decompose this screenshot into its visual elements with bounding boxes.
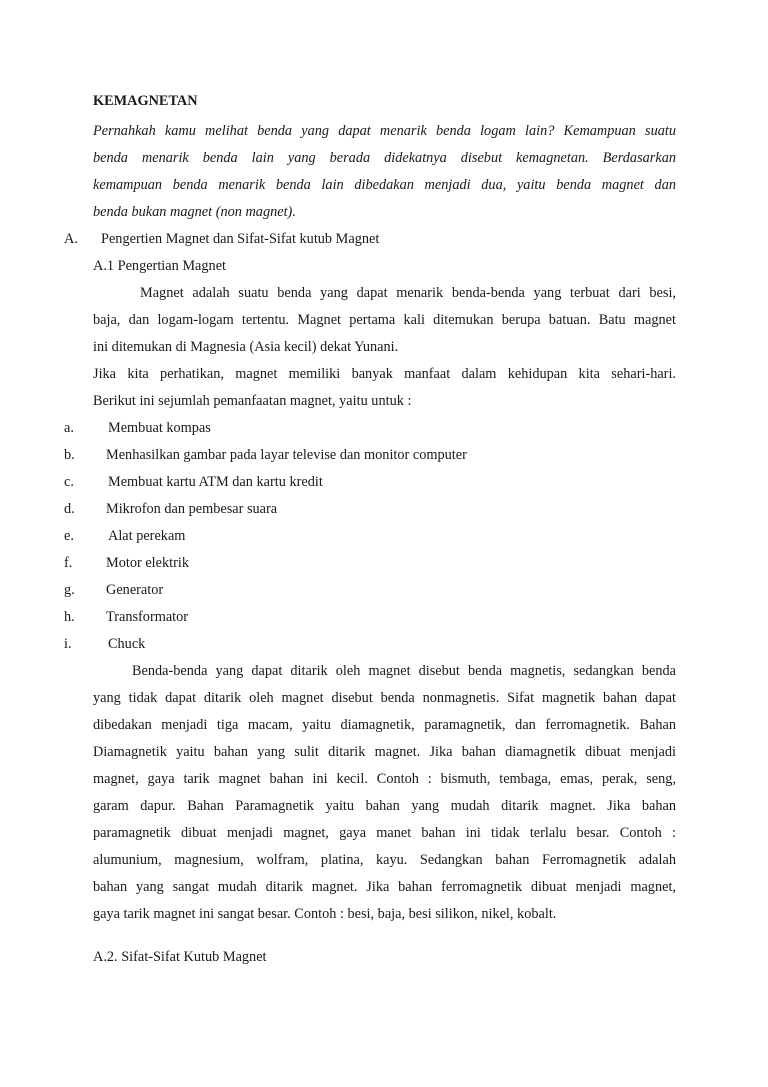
paragraph-line: yang tidak dapat ditarik oleh magnet disebut benda nonmagnetis. Sifat magnetik bahan dapat <box>93 690 676 706</box>
list-item: Chuck <box>108 636 146 652</box>
list-item: Menhasilkan gambar pada layar televise dan monitor computer <box>106 447 467 463</box>
paragraph-line: ini ditemukan di Magnesia (Asia kecil) dekat Yunani. <box>93 339 399 355</box>
list-item: Transformator <box>106 609 189 625</box>
list-item: Membuat kompas <box>108 420 211 436</box>
paragraph-line: dibedakan menjadi tiga macam, yaitu diamagnetik, paramagnetik, dan ferromagnetik. Bahan <box>93 717 676 733</box>
intro-line: benda menarik benda lain yang berada didekatnya disebut kemagnetan. Berdasarkan <box>93 150 676 166</box>
paragraph-line: Magnet adalah suatu benda yang dapat menarik benda-benda yang terbuat dari besi, <box>140 285 676 301</box>
intro-line: Pernahkah kamu melihat benda yang dapat menarik benda logam lain? Kemampuan suatu <box>93 123 676 139</box>
list-item: Motor elektrik <box>106 555 189 571</box>
list-marker: d. <box>64 501 75 517</box>
list-marker: f. <box>64 555 73 571</box>
paragraph-line: paramagnetik dibuat menjadi magnet, gaya manet bahan ini tidak terlalu besar. Contoh : <box>93 825 676 841</box>
paragraph-line: alumunium, magnesium, wolfram, platina, kayu. Sedangkan bahan Ferromagnetik adalah <box>93 852 676 868</box>
list-marker: e. <box>64 528 74 544</box>
section-heading: Pengertien Magnet dan Sifat-Sifat kutub Magnet <box>101 231 380 247</box>
paragraph-line: magnet, gaya tarik magnet bahan ini kecil. Contoh : bismuth, tembaga, emas, perak, seng, <box>93 771 676 787</box>
list-item: Alat perekam <box>108 528 186 544</box>
list-marker: b. <box>64 447 75 463</box>
subsection-heading: A.1 Pengertian Magnet <box>93 258 227 274</box>
intro-line: kemampuan benda menarik benda lain dibedakan menjadi dua, yaitu benda magnet dan <box>93 177 676 193</box>
intro-line: benda bukan magnet (non magnet). <box>93 204 296 220</box>
subsection-heading: A.2. Sifat-Sifat Kutub Magnet <box>93 949 267 965</box>
paragraph-line: Benda-benda yang dapat ditarik oleh magnet disebut benda magnetis, sedangkan benda <box>132 663 676 679</box>
list-marker: c. <box>64 474 74 490</box>
list-marker: i. <box>64 636 72 652</box>
list-item: Generator <box>106 582 164 598</box>
paragraph-line: Diamagnetik yaitu bahan yang sulit ditarik magnet. Jika bahan diamagnetik dibuat menjadi <box>93 744 676 760</box>
list-item: Mikrofon dan pembesar suara <box>106 501 278 517</box>
list-item: Membuat kartu ATM dan kartu kredit <box>108 474 323 490</box>
list-marker: a. <box>64 420 74 436</box>
paragraph-line: baja, dan logam-logam tertentu. Magnet pertama kali ditemukan berupa batuan. Batu magnet <box>93 312 676 328</box>
paragraph-line: Jika kita perhatikan, magnet memiliki banyak manfaat dalam kehidupan kita sehari-hari. <box>93 366 676 382</box>
document-title: KEMAGNETAN <box>93 93 198 109</box>
paragraph-line: garam dapur. Bahan Paramagnetik yaitu bahan yang mudah ditarik magnet. Jika bahan <box>93 798 676 814</box>
paragraph-line: gaya tarik magnet ini sangat besar. Contoh : besi, baja, besi silikon, nikel, kobalt. <box>93 906 557 922</box>
section-marker: A. <box>64 231 78 247</box>
paragraph-line: Berikut ini sejumlah pemanfaatan magnet, yaitu untuk : <box>93 393 412 409</box>
list-marker: h. <box>64 609 75 625</box>
paragraph-line: bahan yang sangat mudah ditarik magnet. Jika bahan ferromagnetik dibuat menjadi magnet, <box>93 879 676 895</box>
list-marker: g. <box>64 582 75 598</box>
